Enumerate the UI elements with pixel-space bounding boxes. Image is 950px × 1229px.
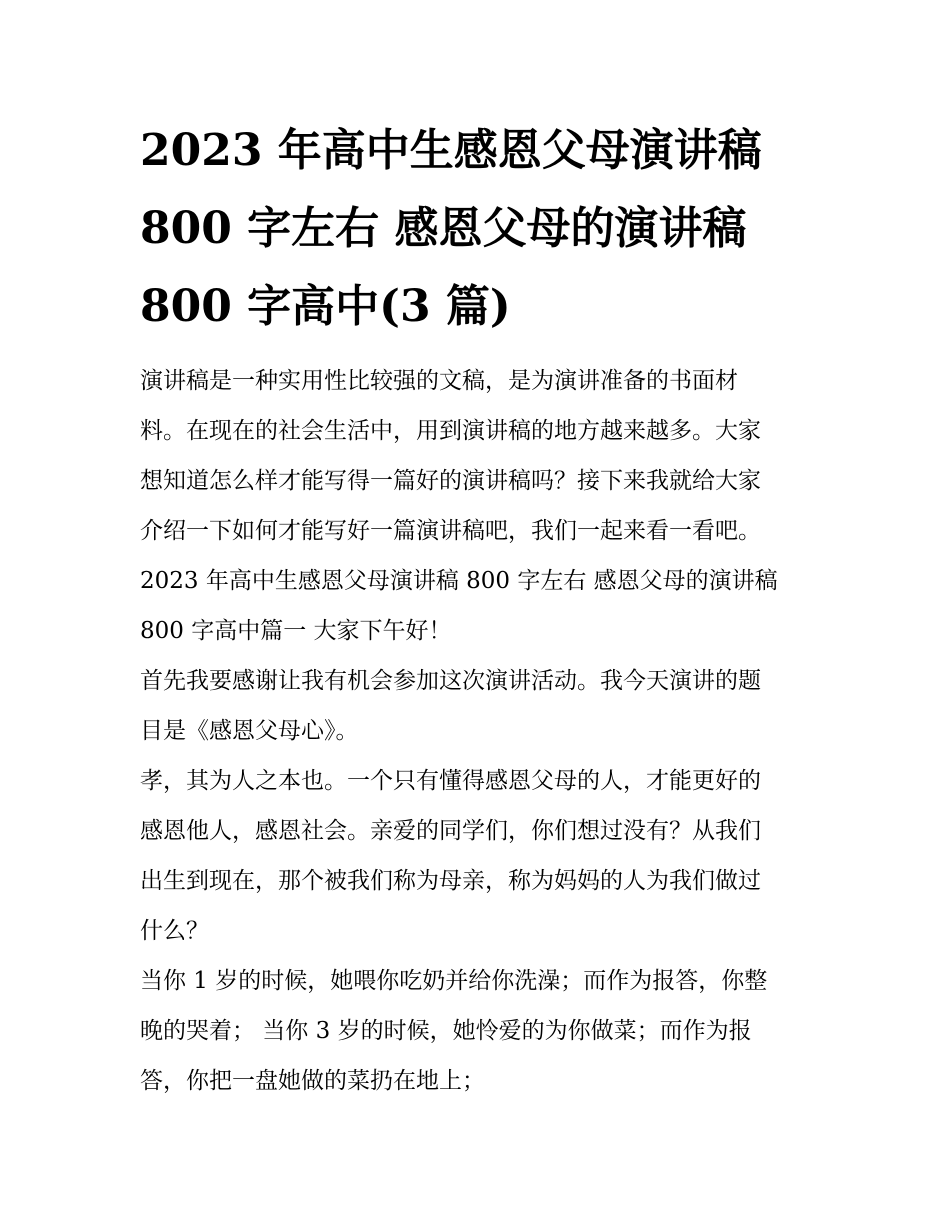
body-line: 当你 1 岁的时候，她喂你吃奶并给你洗澡；而作为报答，你整 [140,968,768,994]
body-line: 想知道怎么样才能写得一篇好的演讲稿吗？接下来我就给大家 [140,468,761,494]
body-line: 介绍一下如何才能写好一篇演讲稿吧，我们一起来看一看吧。 [140,518,761,544]
body-line: 800 字高中篇一 大家下午好！ [140,618,452,644]
body-line: 2023 年高中生感恩父母演讲稿 800 字左右 感恩父母的演讲稿 [140,568,778,594]
document-body [140,356,830,1106]
document-title [140,112,830,346]
body-line: 晚的哭着； 当你 3 岁的时候，她怜爱的为你做菜；而作为报 [140,1018,752,1044]
body-line: 答，你把一盘她做的菜扔在地上； [140,1068,485,1094]
body-line: 孝，其为人之本也。一个只有懂得感恩父母的人，才能更好的 [140,768,761,794]
body-line: 出生到现在，那个被我们称为母亲，称为妈妈的人为我们做过 [140,868,761,894]
body-line: 感恩他人，感恩社会。亲爱的同学们，你们想过没有？从我们 [140,818,761,844]
body-line: 首先我要感谢让我有机会参加这次演讲活动。我今天演讲的题 [140,668,761,694]
body-line: 演讲稿是一种实用性比较强的文稿，是为演讲准备的书面材 [140,368,738,394]
title-line: 2023 年高中生感恩父母演讲稿 [140,125,762,176]
body-line: 目是《感恩父母心》。 [140,718,359,744]
title-line: 800 字高中(3 篇) [140,281,511,332]
body-line: 料。在现在的社会生活中，用到演讲稿的地方越来越多。大家 [140,418,761,444]
title-line: 800 字左右 感恩父母的演讲稿 [140,203,747,254]
body-line: 什么？ [140,918,209,944]
